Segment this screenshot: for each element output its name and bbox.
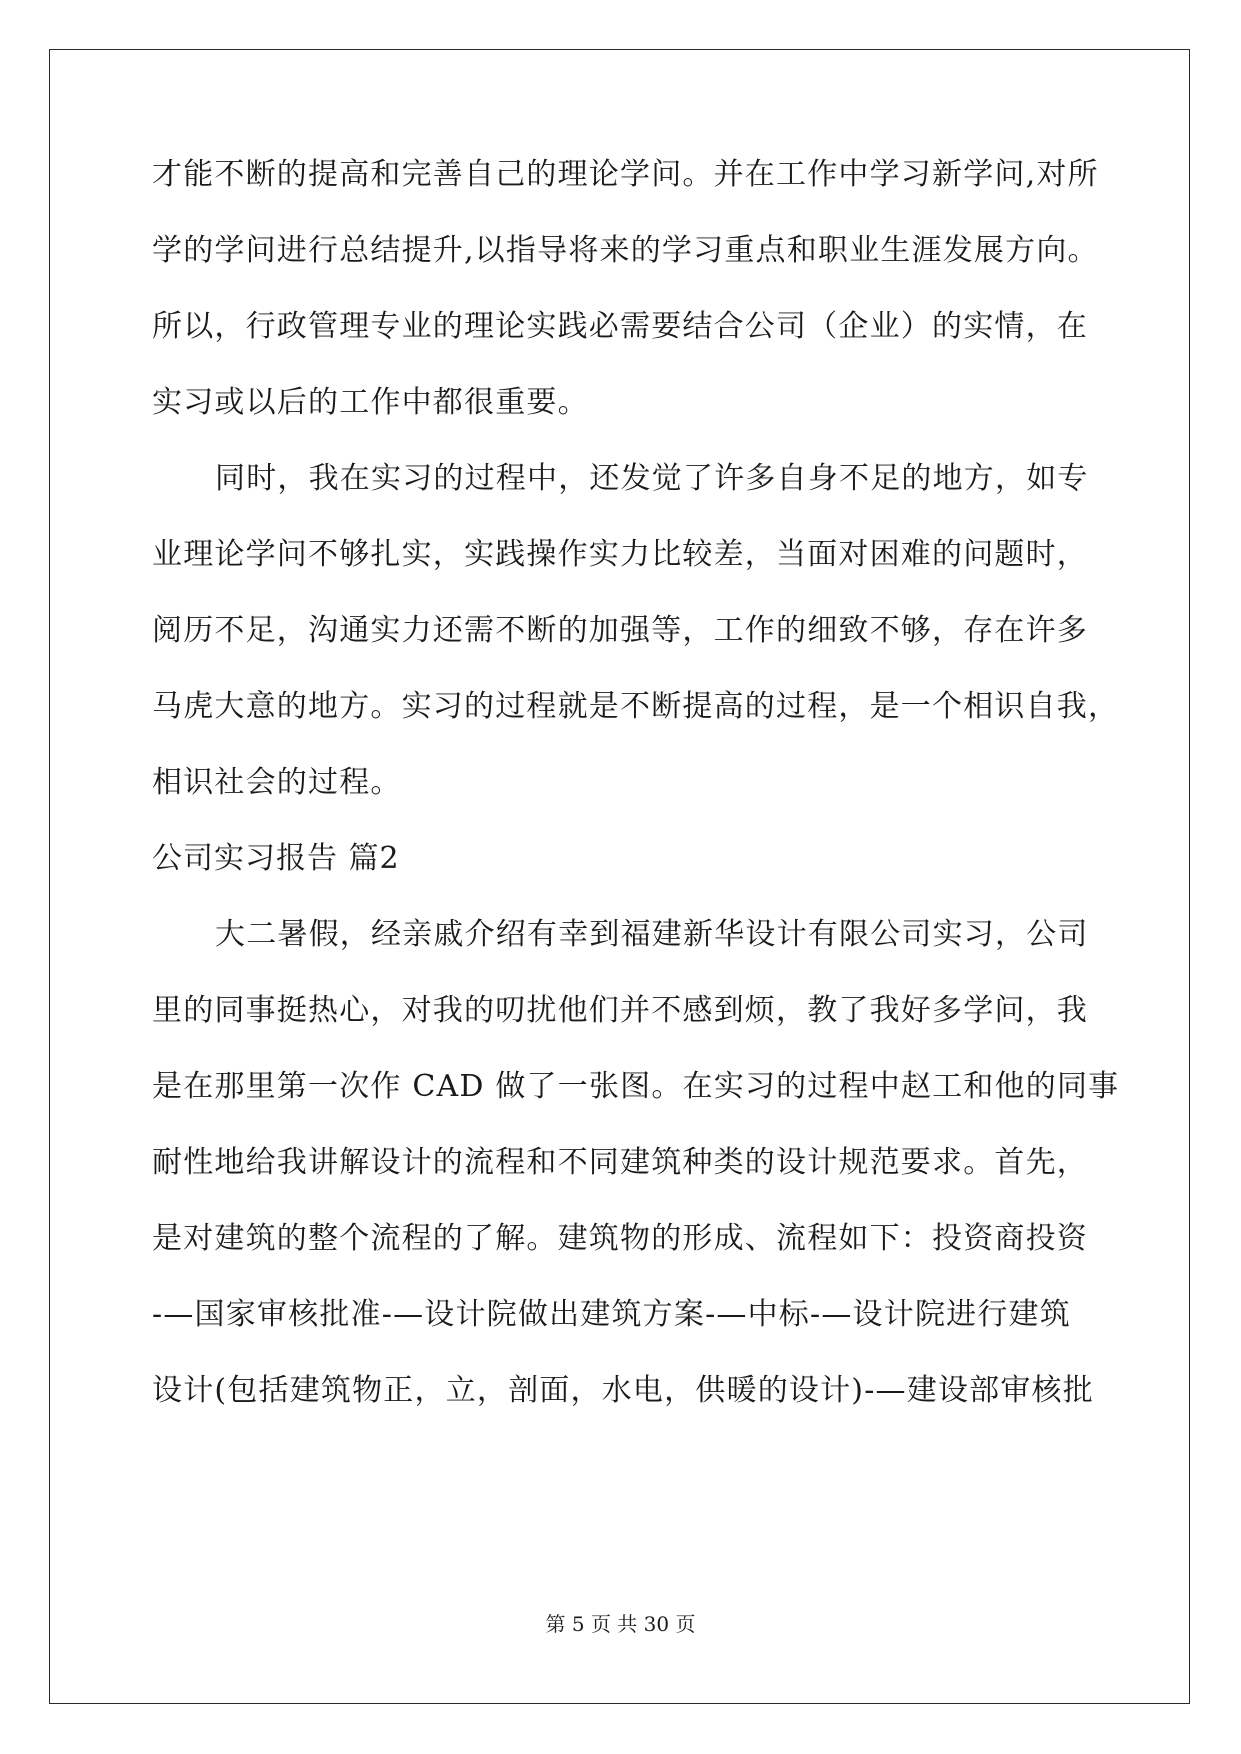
section-heading: 公司实习报告 篇2 bbox=[152, 841, 400, 876]
paragraph-line: 阅历不足，沟通实力还需不断的加强等，工作的细致不够，存在许多 bbox=[152, 613, 1088, 648]
paragraph-line: -—国家审核批准-—设计院做出建筑方案-—中标-—设计院进行建筑 bbox=[152, 1297, 1071, 1332]
paragraph-line: 业理论学问不够扎实，实践操作实力比较差，当面对困难的问题时， bbox=[152, 537, 1088, 572]
page-number-footer: 第 5 页 共 30 页 bbox=[545, 1612, 696, 1636]
paragraph-line: 是在那里第一次作 CAD 做了一张图。在实习的过程中赵工和他的同事 bbox=[152, 1069, 1120, 1104]
paragraph-line: 大二暑假，经亲戚介绍有幸到福建新华设计有限公司实习，公司 bbox=[215, 917, 1089, 952]
paragraph-line: 才能不断的提高和完善自己的理论学问。并在工作中学习新学问,对所 bbox=[152, 157, 1099, 192]
paragraph-line: 里的同事挺热心，对我的叨扰他们并不感到烦，教了我好多学问，我 bbox=[152, 993, 1088, 1028]
paragraph-line: 设计(包括建筑物正，立，剖面，水电，供暖的设计)-—建设部审核批 bbox=[152, 1373, 1094, 1408]
paragraph-line: 学的学问进行总结提升,以指导将来的学习重点和职业生涯发展方向。 bbox=[152, 233, 1099, 268]
paragraph-line: 是对建筑的整个流程的了解。建筑物的形成、流程如下：投资商投资 bbox=[152, 1221, 1088, 1256]
paragraph-line: 同时，我在实习的过程中，还发觉了许多自身不足的地方，如专 bbox=[215, 461, 1089, 496]
paragraph-line: 耐性地给我讲解设计的流程和不同建筑种类的设计规范要求。首先， bbox=[152, 1145, 1088, 1180]
paragraph-line: 相识社会的过程。 bbox=[152, 765, 402, 800]
paragraph-line: 实习或以后的工作中都很重要。 bbox=[152, 385, 589, 420]
paragraph-line: 马虎大意的地方。实习的过程就是不断提高的过程，是一个相识自我， bbox=[152, 689, 1120, 724]
paragraph-line: 所以，行政管理专业的理论实践必需要结合公司（企业）的实情，在 bbox=[152, 309, 1088, 344]
